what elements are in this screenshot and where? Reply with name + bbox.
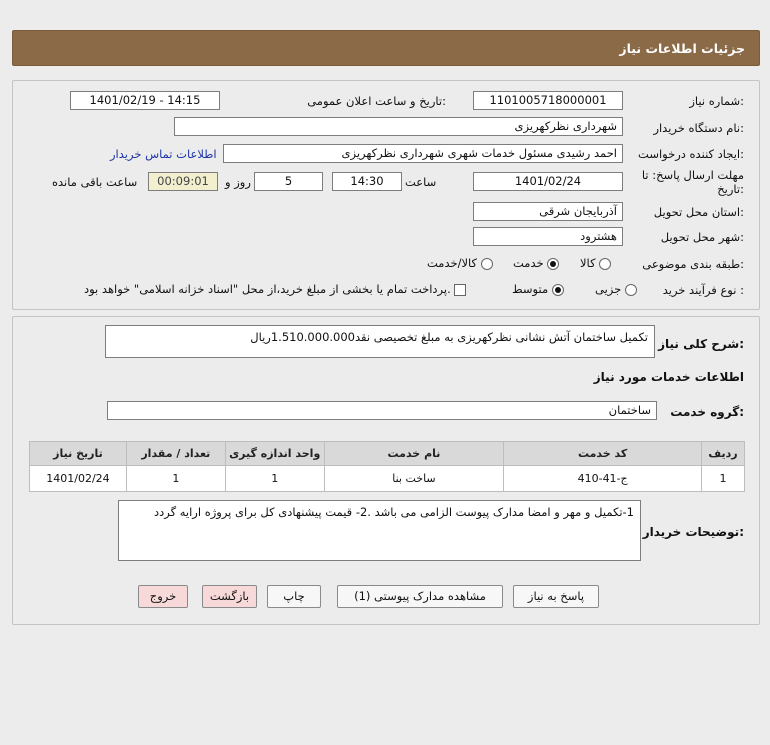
deadline-time-field: 14:30: [332, 172, 402, 191]
buyer-contact-link[interactable]: اطلاعات تماس خریدار: [110, 147, 217, 161]
page-header: [12, 30, 760, 66]
service-group-field: ساختمان: [107, 401, 657, 420]
category-service-radio[interactable]: [547, 258, 559, 270]
category-label: طبقه بندی موضوعی:: [642, 257, 744, 271]
buyer-org-label: نام دستگاه خریدار:: [653, 121, 744, 135]
announce-date-label: تاریخ و ساعت اعلان عمومی:: [307, 94, 446, 108]
page-title: جزئیات اطلاعات نیاز: [619, 41, 745, 56]
need-number-label: شماره نیاز:: [689, 94, 744, 108]
col-service-name: نام خدمت: [324, 442, 504, 466]
col-service-code: کد خدمت: [504, 442, 702, 466]
treasury-payment-option[interactable]: [84, 282, 466, 296]
cell-unit: 1: [225, 466, 324, 492]
description-field: تکمیل ساختمان آتش نشانی نظرکهریزی به مبلغ تخصیصی نقد1.510.000.000ریال: [105, 325, 655, 358]
remaining-time-label: ساعت باقی مانده: [52, 175, 138, 189]
category-goods-radio[interactable]: [599, 258, 611, 270]
deadline-date-field: 1401/02/24: [473, 172, 623, 191]
buyer-notes-label: توضیحات خریدار:: [642, 525, 744, 539]
exit-button[interactable]: خروج: [138, 585, 188, 608]
back-button[interactable]: بازگشت: [202, 585, 257, 608]
city-field: هشترود: [473, 227, 623, 246]
province-field: آذربایجان شرقی: [473, 202, 623, 221]
need-info-panel: [12, 80, 760, 310]
process-medium-radio[interactable]: [552, 284, 564, 296]
province-label: استان محل تحویل:: [653, 205, 744, 219]
cell-quantity: 1: [126, 466, 225, 492]
service-group-label: گروه خدمت:: [670, 405, 744, 419]
process-option-medium[interactable]: متوسط: [512, 282, 564, 296]
col-need-date: تاریخ نیاز: [30, 442, 127, 466]
process-minor-radio[interactable]: [625, 284, 637, 296]
col-row: ردیف: [701, 442, 744, 466]
category-option-goods[interactable]: کالا: [580, 256, 611, 270]
need-number-field: 1101005718000001: [473, 91, 623, 110]
services-section-title: اطلاعات خدمات مورد نیاز: [593, 370, 744, 384]
buyer-org-field: شهرداری نظرکهریزی: [174, 117, 623, 136]
requester-field: احمد رشیدی مسئول خدمات شهری شهرداری نظرکهریزی: [223, 144, 623, 163]
buyer-notes-field: 1-تکمیل و مهر و امضا مدارک پیوست الزامی می باشد .2- قیمت پیشنهادی کل برای پروژه ارایه گردد: [118, 500, 641, 561]
cell-service-name: ساخت بنا: [324, 466, 504, 492]
category-option-goods-service[interactable]: کالا/خدمت: [427, 256, 493, 270]
treasury-payment-checkbox[interactable]: [454, 284, 466, 296]
deadline-label-line2: تاریخ:: [717, 182, 744, 196]
table-row: [30, 466, 745, 492]
cell-row: 1: [701, 466, 744, 492]
requester-label: ایجاد کننده درخواست:: [638, 147, 744, 161]
city-label: شهر محل تحویل:: [660, 230, 744, 244]
remaining-time-field: 00:09:01: [148, 172, 218, 191]
deadline-days-field: 5: [254, 172, 323, 191]
announce-date-field: 1401/02/19 - 14:15: [70, 91, 220, 110]
treasury-payment-text: پرداخت تمام یا بخشی از مبلغ خرید،از محل "اسناد خزانه اسلامی" خواهد بود.: [84, 282, 451, 296]
category-goods-service-radio[interactable]: [481, 258, 493, 270]
cell-need-date: 1401/02/24: [30, 466, 127, 492]
col-unit: واحد اندازه گیری: [225, 442, 324, 466]
print-button[interactable]: چاپ: [267, 585, 321, 608]
services-table-header: [30, 442, 745, 466]
services-table: [29, 441, 745, 492]
category-option-service[interactable]: خدمت: [513, 256, 559, 270]
process-label: نوع فرآیند خرید :: [662, 283, 744, 297]
deadline-time-label: ساعت: [405, 175, 437, 189]
deadline-label-line1: مهلت ارسال پاسخ: تا: [641, 168, 744, 182]
description-label: شرح کلی نیاز:: [658, 337, 744, 351]
process-option-minor[interactable]: جزیی: [595, 282, 637, 296]
cell-service-code: ج-41-410: [504, 466, 702, 492]
reply-button[interactable]: پاسخ به نیاز: [513, 585, 599, 608]
deadline-days-label: روز و: [225, 175, 251, 189]
view-attachments-button[interactable]: مشاهده مدارک پیوستی (1): [337, 585, 503, 608]
col-quantity: تعداد / مقدار: [126, 442, 225, 466]
